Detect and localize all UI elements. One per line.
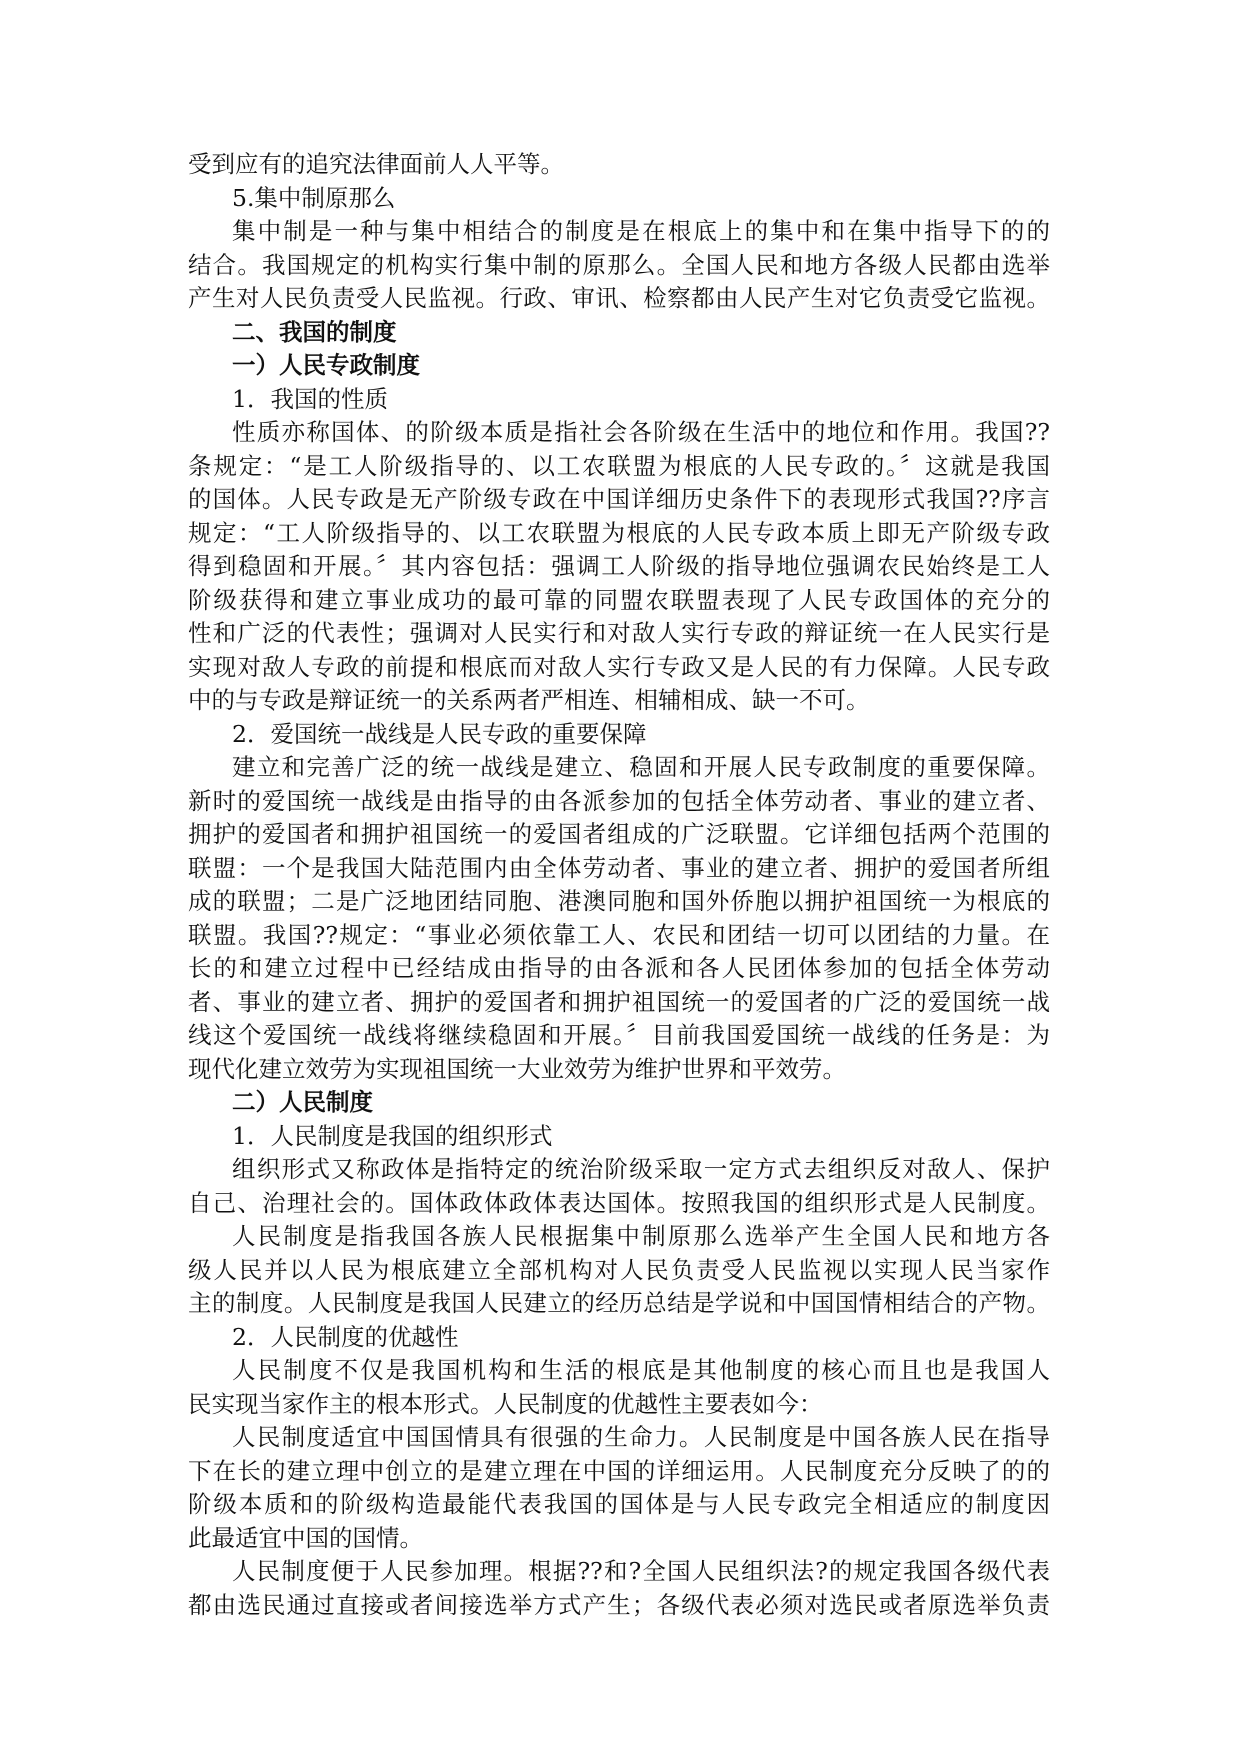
text-line: 此最适宜中国的国情。 bbox=[188, 1523, 423, 1552]
section-heading: 一）人民专政制度 bbox=[232, 351, 420, 379]
text-line: 集中制是一种与集中相结合的制度是在根底上的集中和在集中指导下的的 bbox=[232, 217, 1050, 245]
text-line: 人民制度不仅是我国机构和生活的根底是其他制度的核心而且也是我国人 bbox=[232, 1356, 1050, 1384]
text-line: 的国体。人民专政是无产阶级专政在中国详细历史条件下的表现形式我国??序言 bbox=[188, 485, 1050, 513]
text-line: 5.集中制原那么 bbox=[232, 183, 396, 212]
text-line: 人民制度适宜中国国情具有很强的生命力。人民制度是中国各族人民在指导 bbox=[232, 1423, 1050, 1451]
text-line: 组织形式又称政体是指特定的统治阶级采取一定方式去组织反对敌人、保护 bbox=[232, 1155, 1050, 1183]
document-page bbox=[188, 148, 1050, 1622]
text-line: 得到稳固和开展。〞其内容包括：强调工人阶级的指导地位强调农民始终是工人 bbox=[188, 552, 1050, 580]
text-line: 产生对人民负责受人民监视。行政、审讯、检察都由人民产生对它负责受它监视。 bbox=[188, 284, 1050, 312]
text-line: 者、事业的建立者、拥护的爱国者和拥护祖国统一的爱国者的广泛的爱国统一战 bbox=[188, 987, 1050, 1016]
text-line: 实现对敌人专政的前提和根底而对敌人实行专政又是人民的有力保障。人民专政 bbox=[188, 652, 1050, 681]
text-line: 人民制度便于人民参加理。根据??和?全国人民组织法?的规定我国各级代表 bbox=[232, 1557, 1050, 1585]
text-line: 联盟：一个是我国大陆范围内由全体劳动者、事业的建立者、拥护的爱国者所组 bbox=[188, 853, 1050, 882]
text-line: 性质亦称国体、的阶级本质是指社会各阶级在生活中的地位和作用。我国?? bbox=[232, 418, 1050, 446]
text-line: 1．人民制度是我国的组织形式 bbox=[232, 1121, 553, 1150]
text-line: 线这个爱国统一战线将继续稳固和开展。〞目前我国爱国统一战线的任务是：为 bbox=[188, 1021, 1050, 1049]
section-heading: 二）人民制度 bbox=[232, 1088, 373, 1116]
text-line: 条规定：“是工人阶级指导的、以工农联盟为根底的人民专政的。〞这就是我国 bbox=[188, 451, 1050, 480]
text-line: 民实现当家作主的根本形式。人民制度的优越性主要表如今： bbox=[188, 1389, 823, 1418]
text-line: 长的和建立过程中已经结成由指导的由各派和各人民团体参加的包括全体劳动 bbox=[188, 954, 1050, 982]
text-line: 级人民并以人民为根底建立全部机构对人民负责受人民监视以实现人民当家作 bbox=[188, 1255, 1050, 1284]
text-line: 新时的爱国统一战线是由指导的由各派参加的包括全体劳动者、事业的建立者、 bbox=[188, 786, 1050, 815]
text-line: 联盟。我国??规定：“事业必须依靠工人、农民和团结一切可以团结的力量。在 bbox=[188, 920, 1050, 949]
text-line: 中的与专政是辩证统一的关系两者严相连、相辅相成、缺一不可。 bbox=[188, 686, 870, 714]
text-line: 建立和完善广泛的统一战线是建立、稳固和开展人民专政制度的重要保障。 bbox=[232, 753, 1050, 781]
text-line: 性和广泛的代表性；强调对人民实行和对敌人实行专政的辩证统一在人民实行是 bbox=[188, 619, 1050, 647]
text-line: 1．我国的性质 bbox=[232, 384, 388, 413]
text-line: 阶级本质和的阶级构造最能代表我国的国体是与人民专政完全相适应的制度因 bbox=[188, 1490, 1050, 1518]
text-line: 拥护的爱国者和拥护祖国统一的爱国者组成的广泛联盟。它详细包括两个范围的 bbox=[188, 820, 1050, 848]
text-line: 结合。我国规定的机构实行集中制的原那么。全国人民和地方各级人民都由选举 bbox=[188, 250, 1050, 279]
section-heading: 二、我国的制度 bbox=[232, 317, 397, 346]
text-line: 规定：“工人阶级指导的、以工农联盟为根底的人民专政本质上即无产阶级专政 bbox=[188, 518, 1050, 547]
text-line: 成的联盟；二是广泛地团结同胞、港澳同胞和国外侨胞以拥护祖国统一为根底的 bbox=[188, 887, 1050, 915]
text-line: 受到应有的追究法律面前人人平等。 bbox=[188, 150, 564, 178]
text-line: 自己、治理社会的。国体政体政体表达国体。按照我国的组织形式是人民制度。 bbox=[188, 1188, 1050, 1217]
text-line: 2．人民制度的优越性 bbox=[232, 1322, 459, 1351]
text-line: 人民制度是指我国各族人民根据集中制原那么选举产生全国人民和地方各 bbox=[232, 1222, 1050, 1250]
text-line: 现代化建立效劳为实现祖国统一大业效劳为维护世界和平效劳。 bbox=[188, 1054, 846, 1083]
text-line: 都由选民通过直接或者间接选举方式产生；各级代表必须对选民或者原选举负责 bbox=[188, 1590, 1050, 1619]
text-line: 2．爱国统一战线是人民专政的重要保障 bbox=[232, 719, 647, 748]
text-line: 阶级获得和建立事业成功的最可靠的同盟农联盟表现了人民专政国体的充分的 bbox=[188, 585, 1050, 614]
text-line: 主的制度。人民制度是我国人民建立的经历总结是学说和中国国情相结合的产物。 bbox=[188, 1289, 1050, 1317]
text-line: 下在长的建立理中创立的是建立理在中国的详细运用。人民制度充分反映了的的 bbox=[188, 1456, 1050, 1485]
